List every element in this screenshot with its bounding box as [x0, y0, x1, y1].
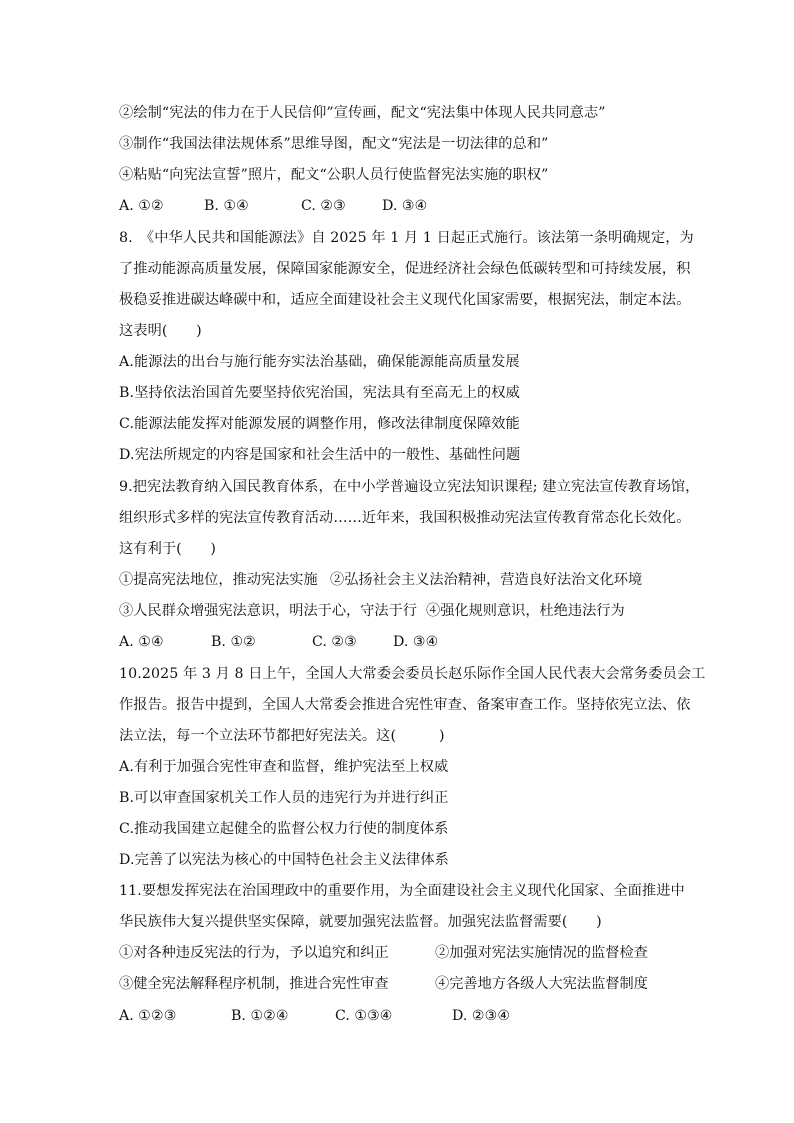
q11-stem-line-2: 华民族伟大复兴提供坚实保障，就要加强宪法监督。加强宪法监督需要( )	[119, 914, 602, 930]
q8-stem-line-3: 极稳妥推进碳达峰碳中和，适应全面建设社会主义现代化国家需要，根据宪法，制定本法。	[119, 292, 691, 308]
q8-option-c: C.能源法能发挥对能源发展的调整作用，修改法律制度保障效能	[119, 416, 520, 432]
q10-stem-line-1: 10.2025 年 3 月 8 日上午，全国人大常委会委员长赵乐际作全国人民代表大会常务委员会工	[119, 666, 706, 682]
q7-option-b: B. ①④	[204, 198, 249, 214]
q10-option-a: A.有利于加强合宪性审查和监督，维护宪法至上权威	[119, 759, 449, 775]
q11-statement-1: ①对各种违反宪法的行为，予以追究和纠正	[119, 945, 389, 961]
q11-statement-4: ④完善地方各级人大宪法监督制度	[435, 976, 648, 992]
q8-option-b: B.坚持依法治国首先要坚持依宪治国，宪法具有至高无上的权威	[119, 385, 520, 401]
q8-option-a: A.能源法的出台与施行能夯实法治基础，确保能源能高质量发展	[119, 354, 520, 370]
q11-option-d: D. ②③④	[452, 1008, 511, 1024]
q11-statement-3: ③健全宪法解释程序机制，推进合宪性审查	[119, 976, 389, 992]
q8-stem-line-1: 8. 《中华人民共和国能源法》自 2025 年 1 月 1 日起正式施行。该法第一条明确规定，为	[119, 230, 694, 246]
q9-statement-4: ④强化规则意识，杜绝违法行为	[426, 603, 625, 619]
q9-stem-line-2: 组织形式多样的宪法宣传教育活动……近年来，我国积极推动宪法宣传教育常态化长效化。	[119, 510, 691, 526]
q10-option-c: C.推动我国建立起健全的监督公权力行使的制度体系	[119, 821, 449, 837]
q10-stem-line-2: 作报告。报告中提到，全国人大常委会推进合宪性审查、备案审查工作。坚持依宪立法、依	[119, 697, 691, 713]
q7-option-a: A. ①②	[119, 198, 164, 214]
q9-stem-line-1: 9.把宪法教育纳入国民教育体系，在中小学普遍设立宪法知识课程; 建立宪法宣传教育场馆，	[119, 479, 700, 495]
q10-option-d: D.完善了以宪法为核心的中国特色社会主义法律体系	[119, 852, 449, 868]
q9-option-c: C. ②③	[312, 634, 357, 650]
q9-statement-3: ③人民群众增强宪法意识，明法于心，守法于行	[119, 603, 417, 619]
q10-option-b: B.可以审查国家机关工作人员的违宪行为并进行纠正	[119, 790, 449, 806]
q7-statement-2: ②绘制“宪法的伟力在于人民信仰”宣传画，配文“宪法集中体现人民共同意志”	[119, 105, 606, 121]
q8-option-d: D.宪法所规定的内容是国家和社会生活中的一般性、基础性问题	[119, 447, 521, 463]
q9-stem-line-3: 这有利于( )	[119, 541, 216, 557]
q7-statement-3: ③制作“我国法律法规体系”思维导图，配文“宪法是一切法律的总和”	[119, 136, 549, 152]
q11-stem-line-1: 11.要想发挥宪法在治国理政中的重要作用，为全面建设社会主义现代化国家、全面推进中	[119, 883, 685, 899]
q8-stem-line-2: 了推动能源高质量发展，保障国家能源安全，促进经济社会绿色低碳转型和可持续发展，积	[119, 261, 691, 277]
q11-statement-2: ②加强对宪法实施情况的监督检查	[435, 945, 648, 961]
q7-option-c: C. ②③	[301, 198, 346, 214]
q8-stem-line-4: 这表明( )	[119, 323, 202, 339]
q9-option-a: A. ①④	[119, 634, 164, 650]
q9-statement-2: ②弘扬社会主义法治精神，营造良好法治文化环境	[330, 572, 643, 588]
q10-stem-line-3: 法立法，每一个立法环节都把好宪法关。这( )	[119, 728, 445, 744]
q11-option-c: C. ①③④	[335, 1008, 393, 1024]
q9-option-d: D. ③④	[393, 634, 439, 650]
q7-option-d: D. ③④	[382, 198, 428, 214]
q7-statement-4: ④粘贴“向宪法宣誓”照片，配文“公职人员行使监督宪法实施的职权”	[119, 167, 549, 183]
q11-option-b: B. ①②④	[231, 1008, 289, 1024]
q9-statement-1: ①提高宪法地位，推动宪法实施	[119, 572, 318, 588]
q9-option-b: B. ①②	[211, 634, 256, 650]
q11-option-a: A. ①②③	[119, 1008, 177, 1024]
